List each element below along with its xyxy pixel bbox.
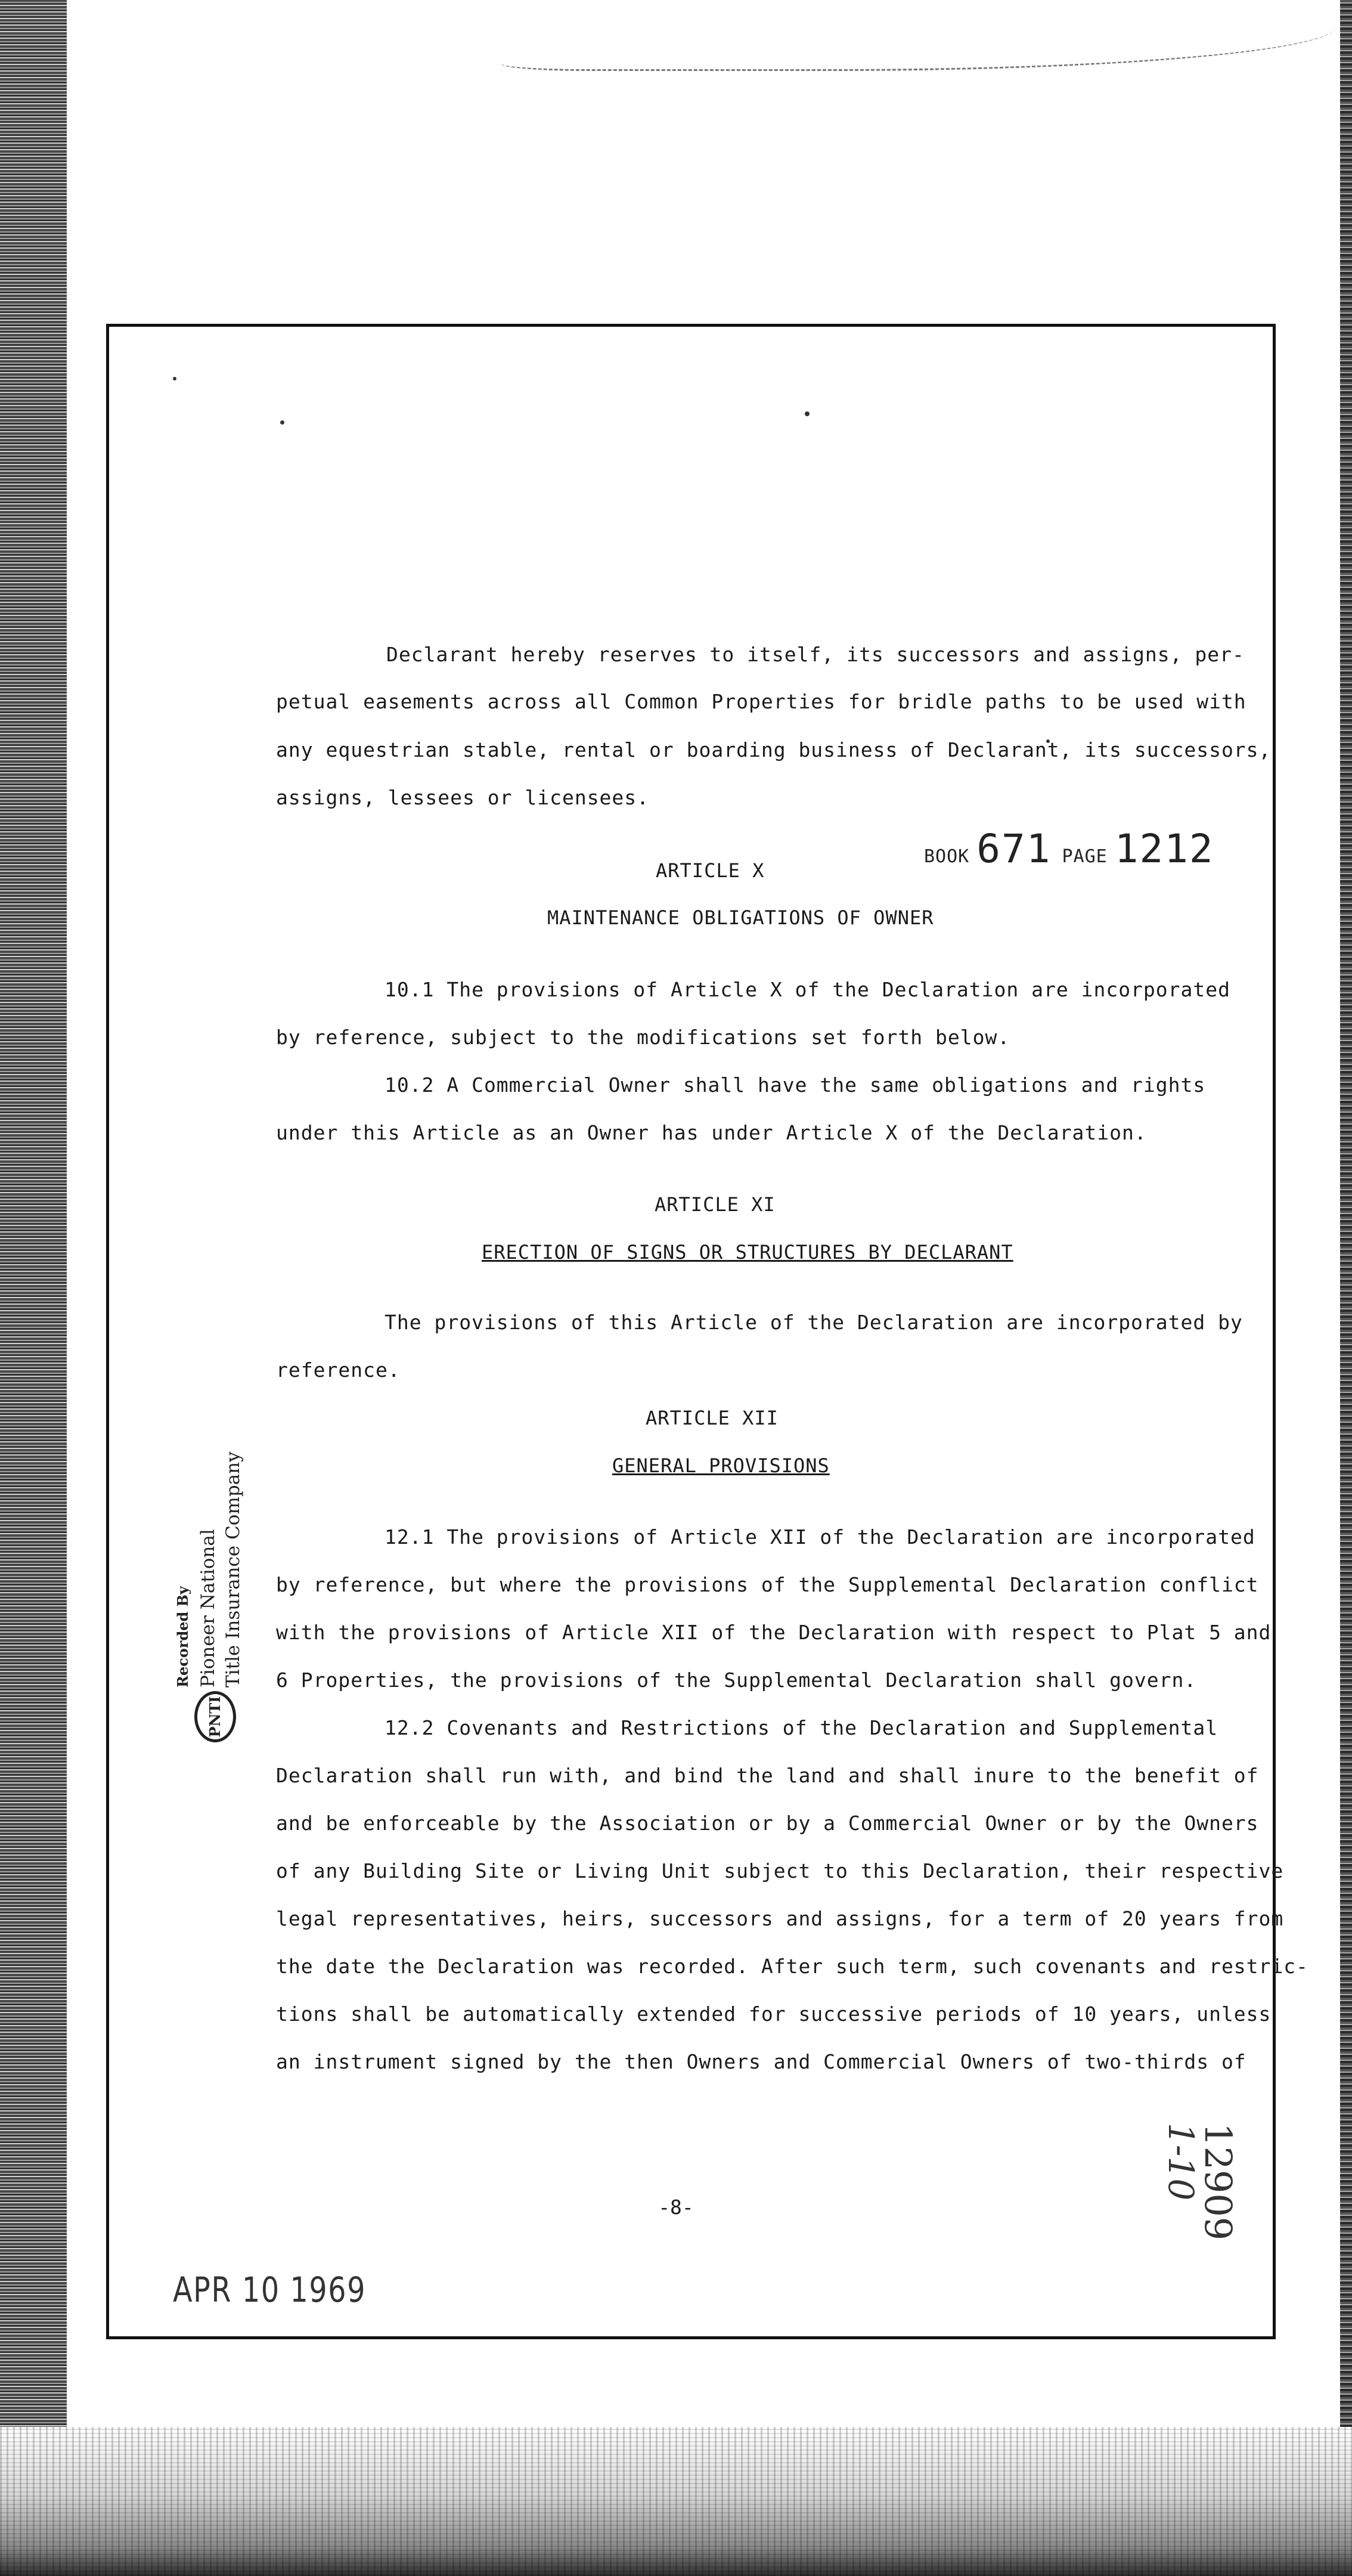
book-number: 671: [976, 826, 1052, 872]
handwritten-number: 12909: [1196, 2123, 1240, 2241]
paragraph-line: The provisions of this Article of the Declaration are incorporated by: [384, 1311, 1243, 1334]
paragraph-line: tions shall be automatically extended for successive periods of 10 years, unless: [276, 2002, 1272, 2026]
stamp-line-recorded-by: Recorded By: [174, 1586, 191, 1688]
page-number: -8-: [658, 2196, 694, 2219]
paragraph-line: 6 Properties, the provisions of the Supplemental Declaration shall govern.: [276, 1668, 1197, 1692]
page-label: PAGE: [1062, 846, 1108, 867]
paragraph-line: under this Article as an Owner has under Article X of the Declaration.: [276, 1121, 1147, 1144]
paragraph-line: petual easements across all Common Properties for bridle paths to be used with: [276, 690, 1246, 713]
paragraph-line: Declarant hereby reserves to itself, its successors and assigns, per-: [386, 643, 1245, 666]
article-xi-title: ERECTION OF SIGNS OR STRUCTURES BY DECLARANT: [482, 1241, 1013, 1264]
article-xii-heading: ARTICLE XII: [646, 1407, 779, 1429]
scan-speck: [805, 411, 810, 416]
paragraph-line: 10.1 The provisions of Article X of the Declaration are incorporated: [384, 978, 1231, 1001]
page-reference-number: 1212: [1114, 826, 1214, 872]
paragraph-line: Declaration shall run with, and bind the land and shall inure to the benefit of: [276, 1764, 1259, 1787]
paragraph-line: an instrument signed by the then Owners and Commercial Owners of two-thirds of: [276, 2050, 1246, 2073]
paragraph-line: 12.2 Covenants and Restrictions of the Declaration and Supplemental: [384, 1716, 1218, 1739]
scan-edge-right: [1340, 0, 1352, 2576]
paragraph-line: 12.1 The provisions of Article XII of the Declaration are incorporated: [384, 1525, 1255, 1549]
page-curl-edge: [501, 0, 1335, 71]
paragraph-line: by reference, subject to the modifications set forth below.: [276, 1026, 1010, 1049]
scan-speck: [173, 377, 176, 380]
paragraph-line: assigns, lessees or licensees.: [276, 786, 650, 809]
handwritten-note: 1-10: [1161, 2123, 1201, 2201]
stamp-line-company: Pioneer National: [197, 1529, 219, 1688]
book-page-reference: [924, 826, 1225, 872]
handwritten-notation: [1136, 2123, 1255, 2272]
scan-speck: [280, 420, 284, 425]
paragraph-line: with the provisions of Article XII of the Declaration with respect to Plat 5 and: [276, 1621, 1272, 1644]
paragraph-line: legal representatives, heirs, successors and assigns, for a term of 20 years from: [276, 1907, 1284, 1930]
paragraph-line: and be enforceable by the Association or by a Commercial Owner or by the Owners: [276, 1812, 1259, 1835]
paragraph-line: by reference, but where the provisions of the Supplemental Declaration conflict: [276, 1573, 1259, 1596]
paragraph-line: the date the Declaration was recorded. After such term, such covenants and restric-: [276, 1955, 1309, 1978]
scan-edge-bottom: [0, 2427, 1352, 2576]
article-xi-heading: ARTICLE XI: [655, 1193, 776, 1216]
date-stamp: APR 10 1969: [173, 2270, 367, 2310]
article-x-title: MAINTENANCE OBLIGATIONS OF OWNER: [547, 906, 934, 929]
paragraph-line: of any Building Site or Living Unit subject to this Declaration, their respective: [276, 1859, 1284, 1883]
scan-edge-left: [0, 0, 67, 2576]
article-x-heading: ARTICLE X: [656, 859, 765, 882]
book-label: BOOK: [924, 846, 970, 867]
title-company-logo-icon: PNTI: [194, 1691, 236, 1742]
paragraph-line: any equestrian stable, rental or boarding business of Declarant, its successors,: [276, 738, 1272, 761]
recording-stamp: [170, 1420, 254, 1742]
paragraph-line: reference.: [276, 1358, 401, 1382]
article-xii-title: GENERAL PROVISIONS: [612, 1454, 830, 1477]
stamp-line-company-sub: Title Insurance Company: [222, 1451, 244, 1688]
paragraph-line: 10.2 A Commercial Owner shall have the same obligations and rights: [384, 1073, 1206, 1097]
